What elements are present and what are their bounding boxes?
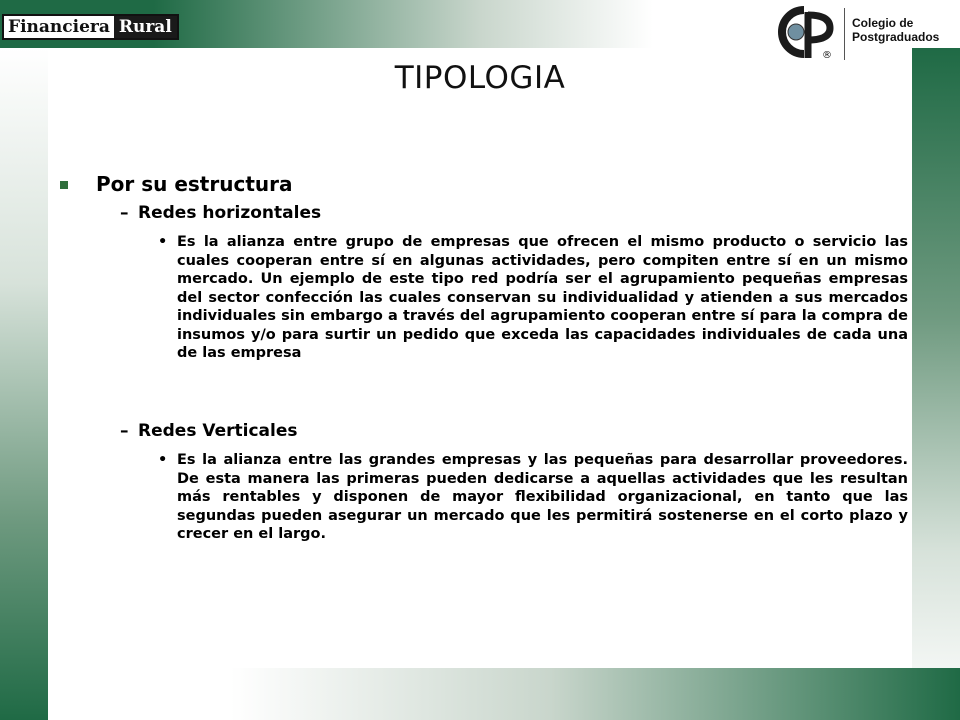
description-redes-horizontales [158, 233, 908, 363]
logo-word-financiera: Financiera [4, 16, 114, 38]
subsection-label: Redes horizontales [138, 203, 322, 223]
dash-bullet: – [120, 203, 129, 223]
description-text: Es la alianza entre las grandes empresas y las pequeñas para desarrollar proveedores. De esta manera las primeras pueden dedicarse a aquellas actividades que les resultan más rentables y disponen de mayor flexibilidad organizacional, en tanto que las segundas pueden asegurar un mercado que les permitirá sostenerse en el corto plazo y crecer en el largo. [177, 452, 908, 542]
description-redes-verticales [158, 451, 908, 544]
left-decorative-band [0, 48, 48, 720]
logo-text-line1: Colegio de [852, 16, 914, 30]
bottom-decorative-band [48, 668, 960, 720]
cp-emblem-icon [768, 2, 844, 62]
right-decorative-band [912, 48, 960, 720]
dot-bullet: • [158, 452, 168, 468]
subsection-label: Redes Verticales [138, 421, 298, 441]
logo-word-rural: Rural [114, 16, 177, 38]
logo-divider [844, 8, 845, 60]
registered-mark: ® [822, 50, 832, 61]
logo-text [852, 16, 939, 44]
slide-title: TIPOLOGIA [394, 60, 566, 96]
section-label: Por su estructura [96, 172, 293, 196]
logo-text-line2: Postgraduados [852, 30, 940, 44]
dash-bullet: – [120, 421, 129, 441]
colegio-postgraduados-logo [768, 2, 958, 62]
square-bullet-icon [60, 181, 68, 189]
description-text: Es la alianza entre grupo de empresas que ofrecen el mismo producto o servicio las cuales cooperan entre sí en algunas actividades, pero compiten entre sí en un mismo mercado. Un ejemplo de este tipo red podría ser el agrupamiento pequeñas empresas del sector confección las cuales conservan su individualidad y atienden a sus mercados individuales sin embargo a través del agrupamiento cooperan entre sí para la compra de insumos y/o para surtir un pedido que exceda las capacidades individuales de cada una de las empresa [177, 234, 908, 361]
financiera-rural-logo [2, 14, 179, 40]
dot-bullet: • [158, 234, 168, 250]
